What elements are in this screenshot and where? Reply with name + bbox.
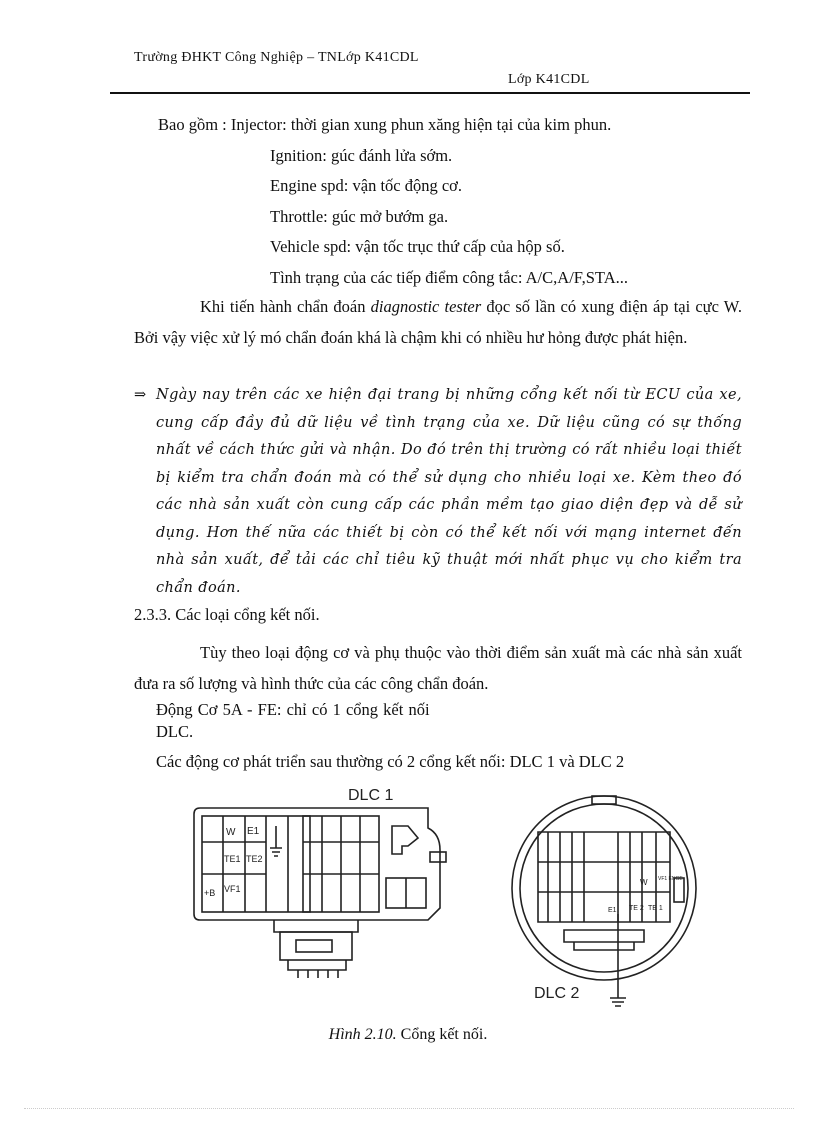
implies-arrow-icon: ⇒ [134, 387, 147, 403]
later-engines-line: Các động cơ phát triển sau thường có 2 cổng kết nối: DLC 1 và DLC 2 [156, 752, 625, 771]
dlc1-title: DLC 1 [348, 787, 394, 804]
connector-figure [178, 782, 702, 1018]
svg-text:TE 2: TE 2 [629, 905, 644, 912]
dlc1-housing [194, 808, 440, 920]
note-paragraph [134, 382, 742, 602]
list-intro: Bao gồm : Injector: thời gian xung phun xăng hiện tại của kim phun. [158, 115, 612, 134]
paragraph-diagnostic [134, 291, 742, 353]
paragraph-ports: Tùy theo loại động cơ và phụ thuộc vào thời điểm sản xuất mà các nhà sản xuất đưa ra số lượng và hình thức của các công chẩn đoán. [134, 643, 742, 693]
ground-icon [610, 998, 626, 1006]
svg-text:+B: +B [204, 888, 216, 898]
paragraph-diagnostic-post: đọc số lần có xung điện áp tại cực W. Bởi vậy việc xử lý mó chẩn đoán khá là chậm khi có nhiều hư hỏng được phát hiện. [134, 297, 742, 347]
ground-icon [270, 826, 282, 856]
list-item: Vehicle spd: vận tốc trục thứ cấp của hộp số. [270, 237, 565, 256]
list-item: Throttle: gúc mở bướm ga. [270, 207, 449, 226]
dlc2-connector [512, 796, 696, 1006]
section-heading: 2.3.3. Các loại cổng kết nối. [134, 605, 320, 624]
svg-text:VF1: VF1 [224, 884, 241, 894]
list-item: Tình trạng của các tiếp điểm công tắc: A/C,A/F,STA... [270, 268, 628, 287]
svg-text:TE 1: TE 1 [648, 905, 663, 912]
svg-text:TE2: TE2 [246, 854, 263, 864]
figure-caption-text: Cổng kết nối. [396, 1026, 488, 1043]
dlc2-outer-ring [512, 796, 696, 980]
header-school: Trường ĐHKT Công Nghiệp – TNLớp K41CDL [134, 50, 419, 65]
header-class: Lớp K41CDL [508, 72, 590, 87]
svg-text:TE1: TE1 [224, 854, 241, 864]
figure-caption [0, 1026, 816, 1044]
svg-text:W: W [640, 878, 648, 887]
list-item: Engine spd: vận tốc động cơ. [270, 176, 463, 195]
svg-text:W: W [226, 827, 236, 838]
svg-text:VF1 ENGE: VF1 ENGE [658, 876, 683, 882]
footer-dotted-rule [24, 1108, 794, 1109]
header-rule [110, 92, 750, 94]
engine-line-2: DLC. [156, 722, 194, 741]
engine-line-1: Động Cơ 5A - FE: chỉ có 1 cổng kết nối [156, 700, 430, 719]
paragraph-diagnostic-italic: diagnostic tester [370, 297, 482, 316]
svg-text:E1: E1 [608, 907, 617, 914]
svg-text:E1: E1 [247, 826, 260, 837]
note-text: Ngày nay trên các xe hiện đại trang bị những cổng kết nối từ ECU của xe, cung cấp đầy đủ dữ liệu về tình trạng của xe. Dữ liệu cũng có sự thống nhất về cách thức gửi và nhận. Do đó trên thị trường có rất nhiều loại thiết bị kiểm tra chẩn đoán mà có thể sử dụng cho nhiều loại xe. Kèm theo đó các nhà sản xuất còn cung cấp các phần mềm tạo giao diện đẹp và dễ sử dụng. Hơn thế nữa các thiết bị còn có thể kết nối với mạng internet đến nhà sản xuất, để tải các chỉ tiêu kỹ thuật mới nhất phục vụ cho kiểm tra chẩn đoán. [156, 387, 742, 596]
paragraph-diagnostic-pre: Khi tiến hành chẩn đoán [200, 297, 371, 316]
dlc2-title: DLC 2 [534, 985, 580, 1002]
figure-caption-number: Hình 2.10. [328, 1026, 397, 1043]
dlc1-connector [194, 787, 446, 978]
list-item: Ignition: gúc đánh lửa sớm. [270, 146, 453, 165]
